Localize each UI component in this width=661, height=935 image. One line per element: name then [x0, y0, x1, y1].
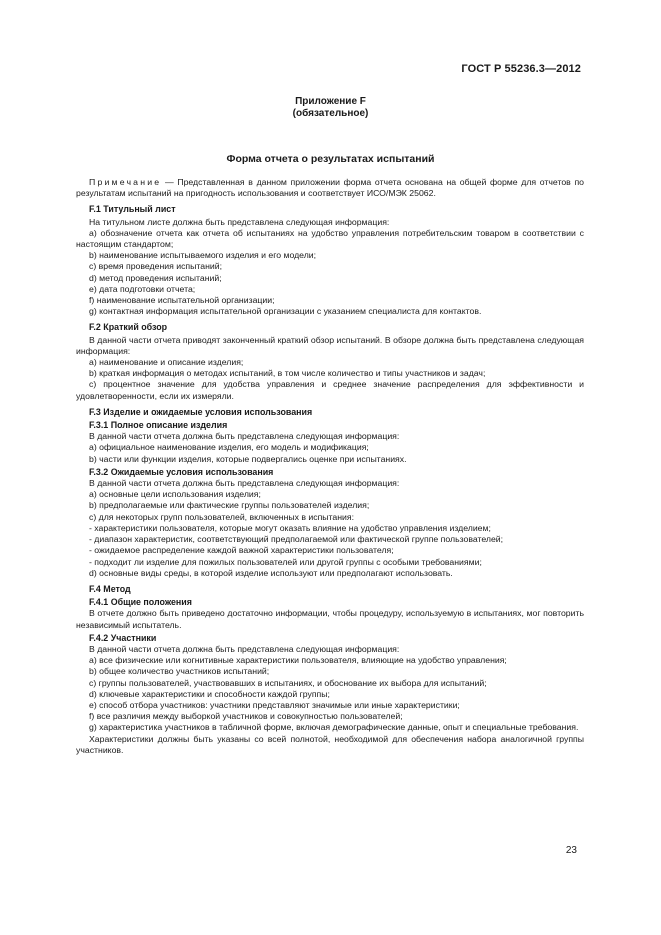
list-item: g) контактная информация испытательной организации с указанием специалиста для контактов. — [89, 306, 482, 317]
section-heading-f3: F.3 Изделие и ожидаемые условия использования — [89, 406, 313, 417]
list-item: d) основные виды среды, в которой изделие используют или предполагают использовать. — [89, 567, 453, 578]
list-item: d) метод проведения испытаний; — [89, 272, 222, 283]
list-item: c) время проведения испытаний; — [89, 261, 222, 272]
list-item: e) способ отбора участников: участники представляют значимые или иные характеристики; — [89, 699, 460, 710]
subsection-heading-f32: F.3.2 Ожидаемые условия использования — [89, 466, 274, 477]
subsection-heading-f31: F.3.1 Полное описание изделия — [89, 420, 228, 431]
list-item: b) предполагаемые или фактические группы пользователей изделия; — [89, 500, 370, 511]
list-item: d) ключевые характеристики и способности каждой группы; — [89, 688, 330, 699]
subsection-heading-f41: F.4.1 Общие положения — [89, 597, 192, 608]
section-intro: В данной части отчета должна быть представлена следующая информация: — [89, 478, 400, 489]
document-code: ГОСТ Р 55236.3—2012 — [461, 63, 581, 75]
list-item: b) общее количество участников испытаний; — [89, 666, 270, 677]
page-number: 23 — [565, 845, 577, 856]
section-intro: В данной части отчета должна быть представлена следующая информация: — [89, 431, 400, 442]
annex-title: Приложение F — [295, 96, 366, 107]
list-item: - подходит ли изделие для пожилых пользователей или другой группы с особыми требованиями; — [89, 556, 482, 567]
annex-status: (обязательное) — [292, 108, 369, 119]
list-item: f) наименование испытательной организации; — [89, 295, 275, 306]
list-item: - диапазон характеристик, соответствующий предполагаемой или фактической группе пользователей; — [89, 534, 504, 545]
section-intro: В данной части отчета должна быть представлена следующая информация: — [89, 643, 400, 654]
list-item: a) официальное наименование изделия, его модель и модификация; — [89, 442, 369, 453]
closing-paragraph: Характеристики должны быть указаны со всей полнотой, необходимой для обеспечения набора аналогичной группы участников. — [76, 733, 584, 755]
list-item: c) процентное значение для удобства управления и среднее значение распределения для эффективности и удовлетворенности, если их измеряли. — [76, 379, 584, 401]
note-label: Примечание — [89, 177, 162, 187]
note-paragraph — [76, 177, 584, 199]
list-item: f) все различия между выборкой участников и совокупностью пользователей; — [89, 711, 403, 722]
list-item: a) наименование и описание изделия; — [89, 357, 244, 368]
list-item: g) характеристика участников в табличной форме, включая демографические данные, опыт и специальные требования. — [89, 722, 579, 733]
list-item: - характеристики пользователя, которые могут оказать влияние на удобство управления изделием; — [89, 522, 491, 533]
list-item: c) группы пользователей, участвовавших в испытаниях, и обоснование их выбора для испытаний; — [89, 677, 487, 688]
list-item: b) части или функции изделия, которые подвергались оценке при испытаниях. — [89, 453, 407, 464]
list-item: e) дата подготовки отчета; — [89, 283, 196, 294]
note-text: — Представленная в данном приложении форма отчета основана на общей форме для отчетов по результатам испытаний на пригодность использования и соответствует ИСО/МЭК 25062. — [76, 177, 584, 199]
section-intro: В данной части отчета приводят законченный краткий обзор испытаний. В обзоре должна быть представлена следующая информация: — [76, 334, 584, 356]
document-body — [76, 177, 584, 756]
section-paragraph: В отчете должно быть приведено достаточно информации, чтобы процедуру, используемую в испытаниях, мог повторить независимый испытатель. — [76, 608, 584, 630]
subsection-heading-f42: F.4.2 Участники — [89, 632, 157, 643]
section-heading-f4: F.4 Метод — [89, 583, 131, 594]
list-item: b) наименование испытываемого изделия и его модели; — [89, 250, 317, 261]
section-heading-f1: F.1 Титульный лист — [89, 204, 176, 215]
section-intro: На титульном листе должна быть представлена следующая информация: — [89, 216, 390, 227]
list-item: - ожидаемое распределение каждой важной характеристики пользователя; — [89, 545, 394, 556]
section-heading-f2: F.2 Краткий обзор — [89, 322, 168, 333]
list-item: b) краткая информация о методах испытаний, в том числе количество и типы участников и задач; — [89, 368, 486, 379]
document-title: Форма отчета о результатах испытаний — [226, 153, 435, 165]
list-item: a) основные цели использования изделия; — [89, 489, 261, 500]
list-item: a) обозначение отчета как отчета об испытаниях на удобство управления потребительским товаром в соответствии с настоящим стандартом; — [76, 227, 584, 250]
list-item: c) для некоторых групп пользователей, включенных в испытания: — [89, 511, 355, 522]
list-item: a) все физические или когнитивные характеристики пользователя, влияющие на удобство управления; — [89, 655, 507, 666]
